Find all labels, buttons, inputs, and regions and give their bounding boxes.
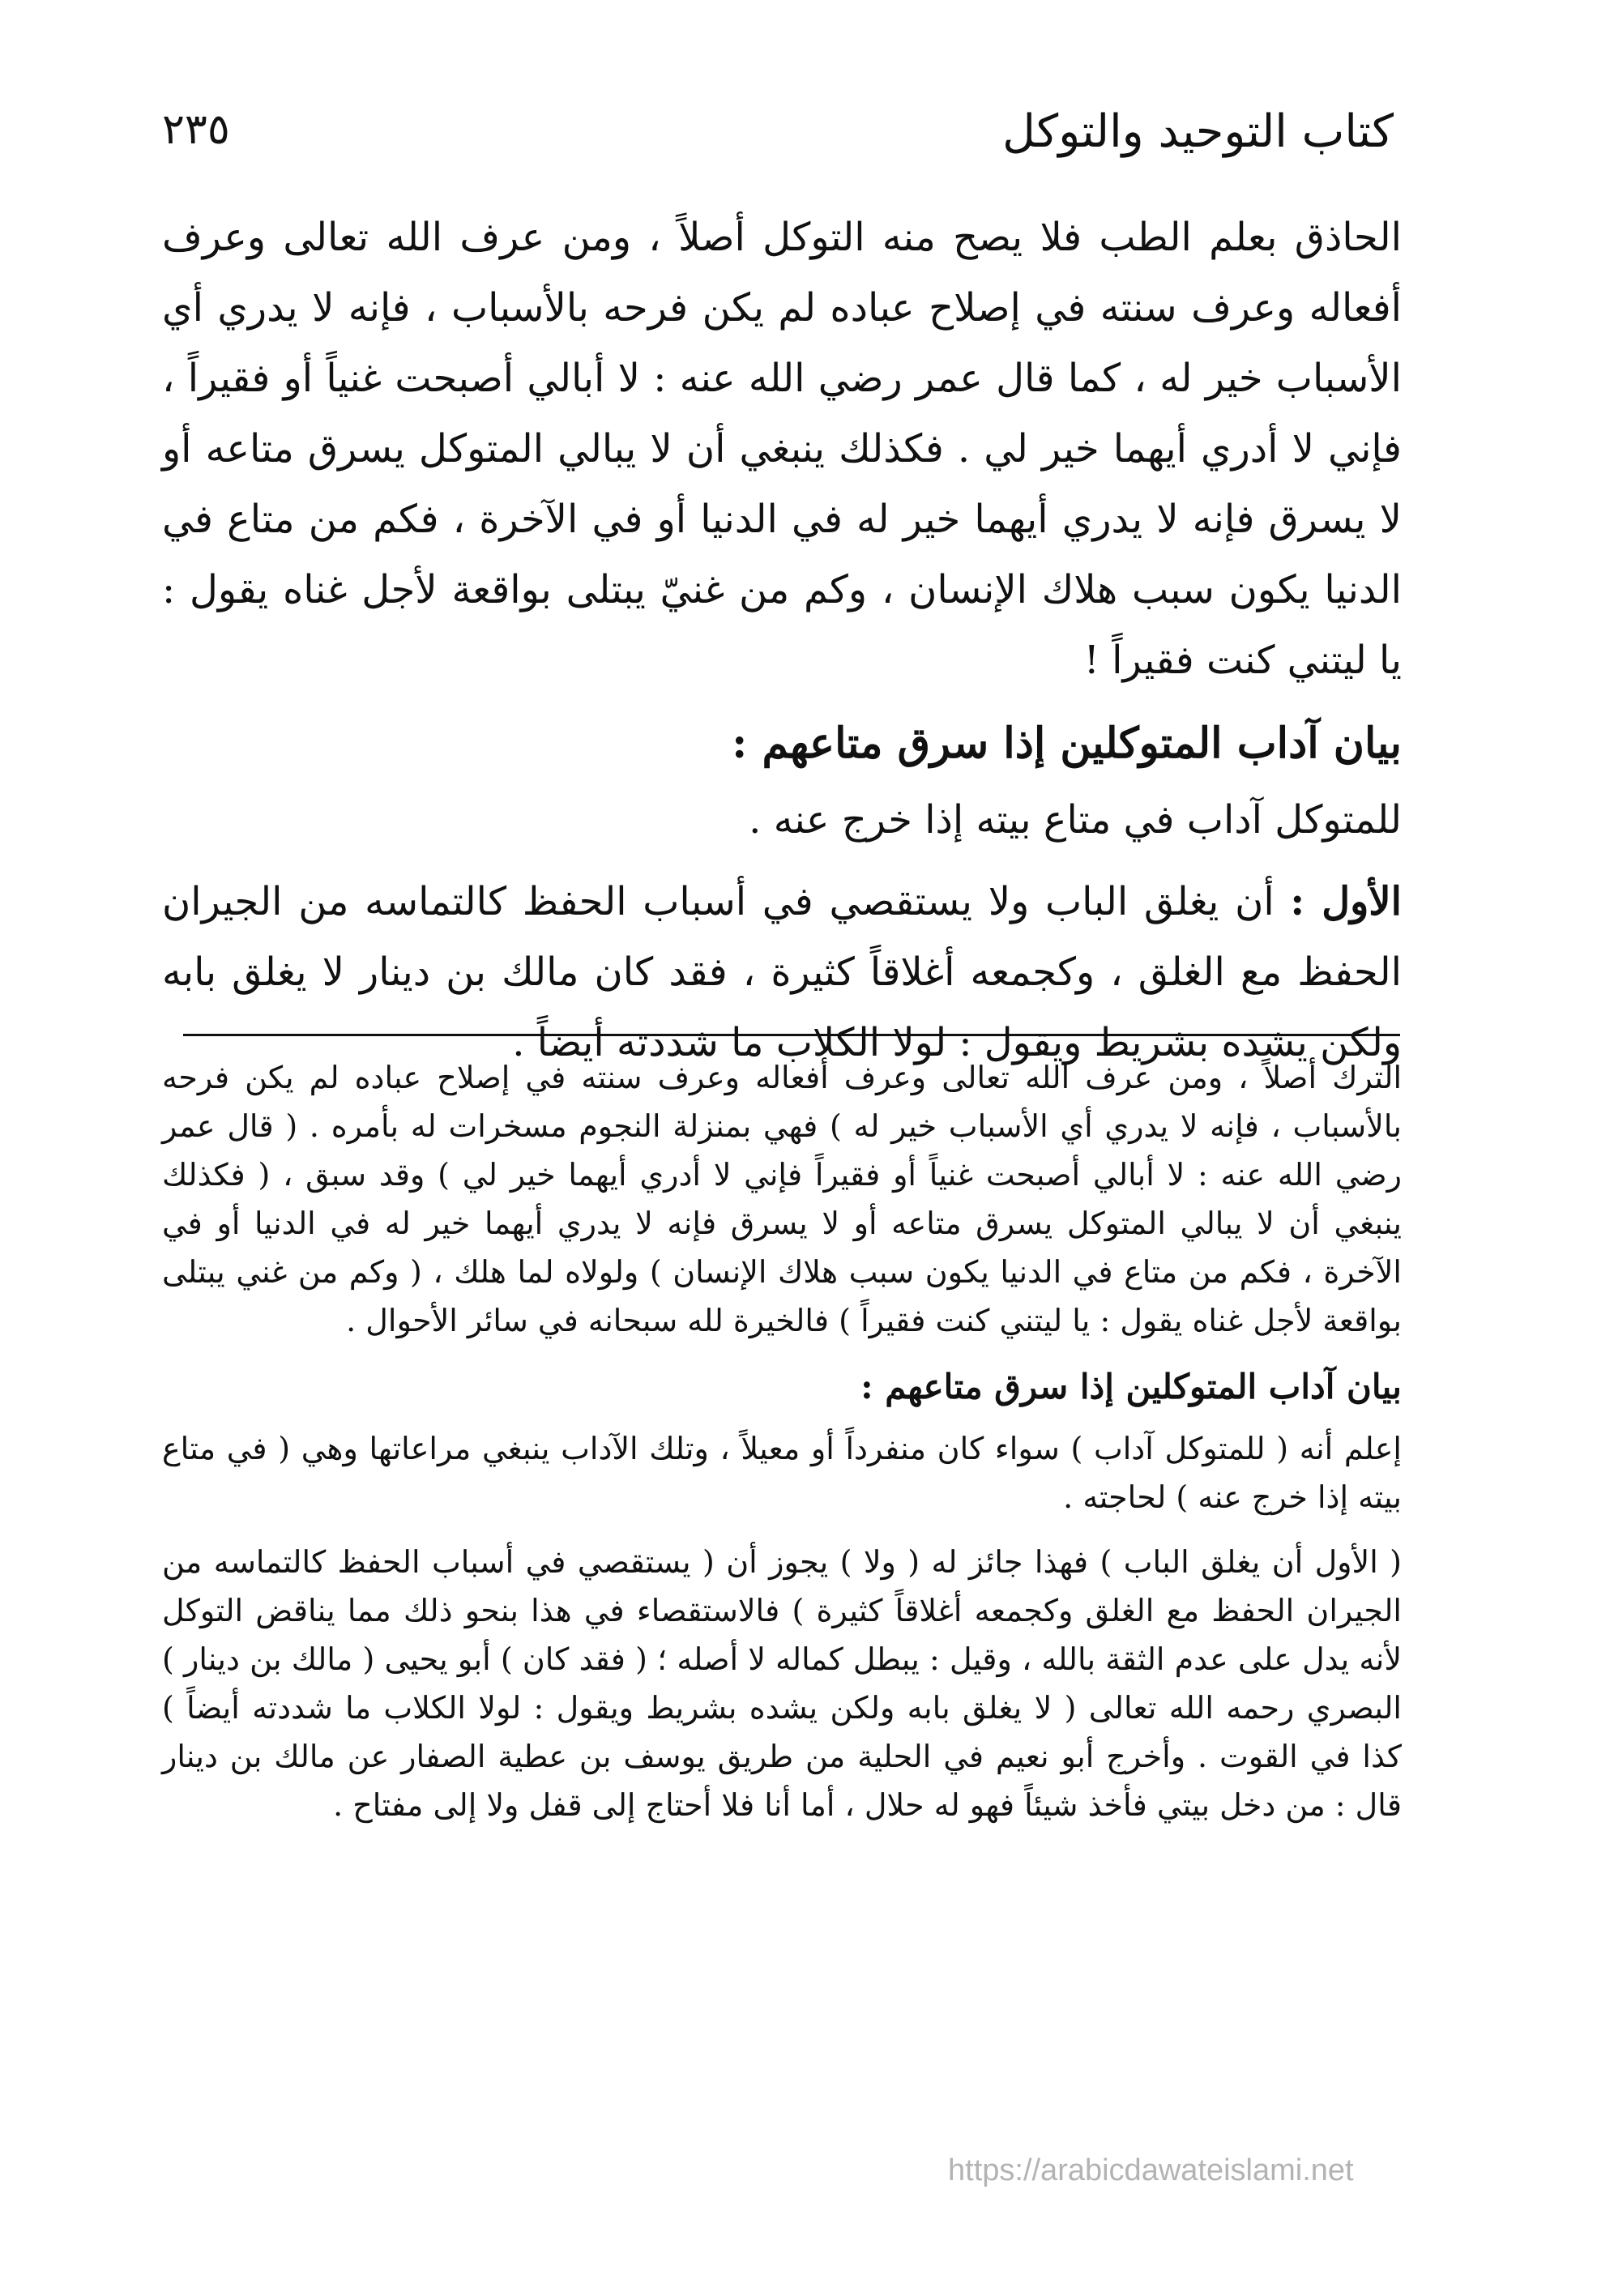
commentary-section-title: بيان آداب المتوكلين إذا سرق متاعهم : <box>860 1367 1402 1406</box>
first-etiquette-label: الأول : <box>1290 879 1402 924</box>
main-paragraph-2: للمتوكل آداب في متاع بيته إذا خرج عنه . <box>749 797 1402 843</box>
page-header <box>162 97 1394 170</box>
commentary <box>162 1053 1402 1846</box>
first-etiquette-text: أن يغلق الباب ولا يستقصي في أسباب الحفظ كالتماسه من الجيران الحفظ مع الغلق ، وكجمعه أغلاقاً كثيرة ، فقد كان مالك بن دينار لا يغلق بابه ولكن يشده بشريط ويقول : لولا الكلاب ما شددته أيضاً . <box>162 879 1402 1065</box>
footnote-divider <box>183 1034 1400 1036</box>
commentary-paragraph-3: ( الأول أن يغلق الباب ) فهذا جائز له ( ولا ) يجوز أن ( يستقصي في أسباب الحفظ كالتماسه من الجيران الحفظ مع الغلق وكجمعه أغلاقاً كثيرة ) فالاستقصاء في هذا بنحو ذلك مما يناقض التوكل لأنه يدل على عدم الثقة بالله ، وقيل : يبطل كماله لا أصله ؛ ( فقد كان ) أبو يحيى ( مالك بن دينار ) البصري رحمه الله تعالى ( لا يغلق بابه ولكن يشده بشريط ويقول : لولا الكلاب ما شددته أيضاً ) كذا في القوت . وأخرج أبو نعيم في الحلية من طريق يوسف بن عطية الصفار عن مالك بن دينار قال : من دخل بيتي فأخذ شيئاً فهو له حلال ، أما أنا فلا أحتاج إلى قفل ولا إلى مفتاح . <box>162 1544 1402 1823</box>
running-title: كتاب التوحيد والتوكل <box>1002 105 1394 158</box>
watermark-url: https://arabicdawateislami.net <box>948 2153 1354 2187</box>
commentary-paragraph-1: الترك أصلاً ، ومن عرف الله تعالى وعرف أفعاله وعرف سنته في إصلاح عباده لم يكن فرحه بالأسباب ، فإنه لا يدري أي الأسباب خير له ) فهي بمنزلة النجوم مسخرات له بأمره . ( قال عمر رضي الله عنه : لا أبالي أصبحت غنياً أو فقيراً فإني لا أدري أيهما خير لي ) وقد سبق ، ( فكذلك ينبغي أن لا يبالي المتوكل يسرق متاعه أو لا يسرق فإنه لا يدري أيهما خير له في الدنيا أو في الآخرة ، فكم من متاع في الدنيا يكون سبب هلاك الإنسان ) ولولاه لما هلك ، ( وكم من غني يبتلى بواقعة لأجل غناه يقول : يا ليتني كنت فقيراً ) فالخيرة لله سبحانه في سائر الأحوال . <box>162 1060 1402 1338</box>
section-title: بيان آداب المتوكلين إذا سرق متاعهم : <box>732 719 1402 768</box>
main-paragraph-3 <box>162 867 1402 1078</box>
main-paragraph-1: الحاذق بعلم الطب فلا يصح منه التوكل أصلاً ، ومن عرف الله تعالى وعرف أفعاله وعرف سنته في إصلاح عباده لم يكن فرحه بالأسباب ، فإنه لا يدري أي الأسباب خير له ، كما قال عمر رضي الله عنه : لا أبالي أصبحت غنياً أو فقيراً ، فإني لا أدري أيهما خير لي . فكذلك ينبغي أن لا يبالي المتوكل يسرق متاعه أو لا يسرق فإنه لا يدري أيهما خير له في الدنيا أو في الآخرة ، فكم من متاع في الدنيا يكون سبب هلاك الإنسان ، وكم من غنيّ يبتلى بواقعة لأجل غناه يقول : يا ليتني كنت فقيراً ! <box>162 215 1403 683</box>
commentary-paragraph-2: إعلم أنه ( للمتوكل آداب ) سواء كان منفرداً أو معيلاً ، وتلك الآداب ينبغي مراعاتها وهي ( في متاع بيته إذا خرج عنه ) لحاجته . <box>162 1431 1402 1515</box>
page-number: ٢٣٥ <box>162 105 230 154</box>
main-text <box>162 203 1402 1090</box>
